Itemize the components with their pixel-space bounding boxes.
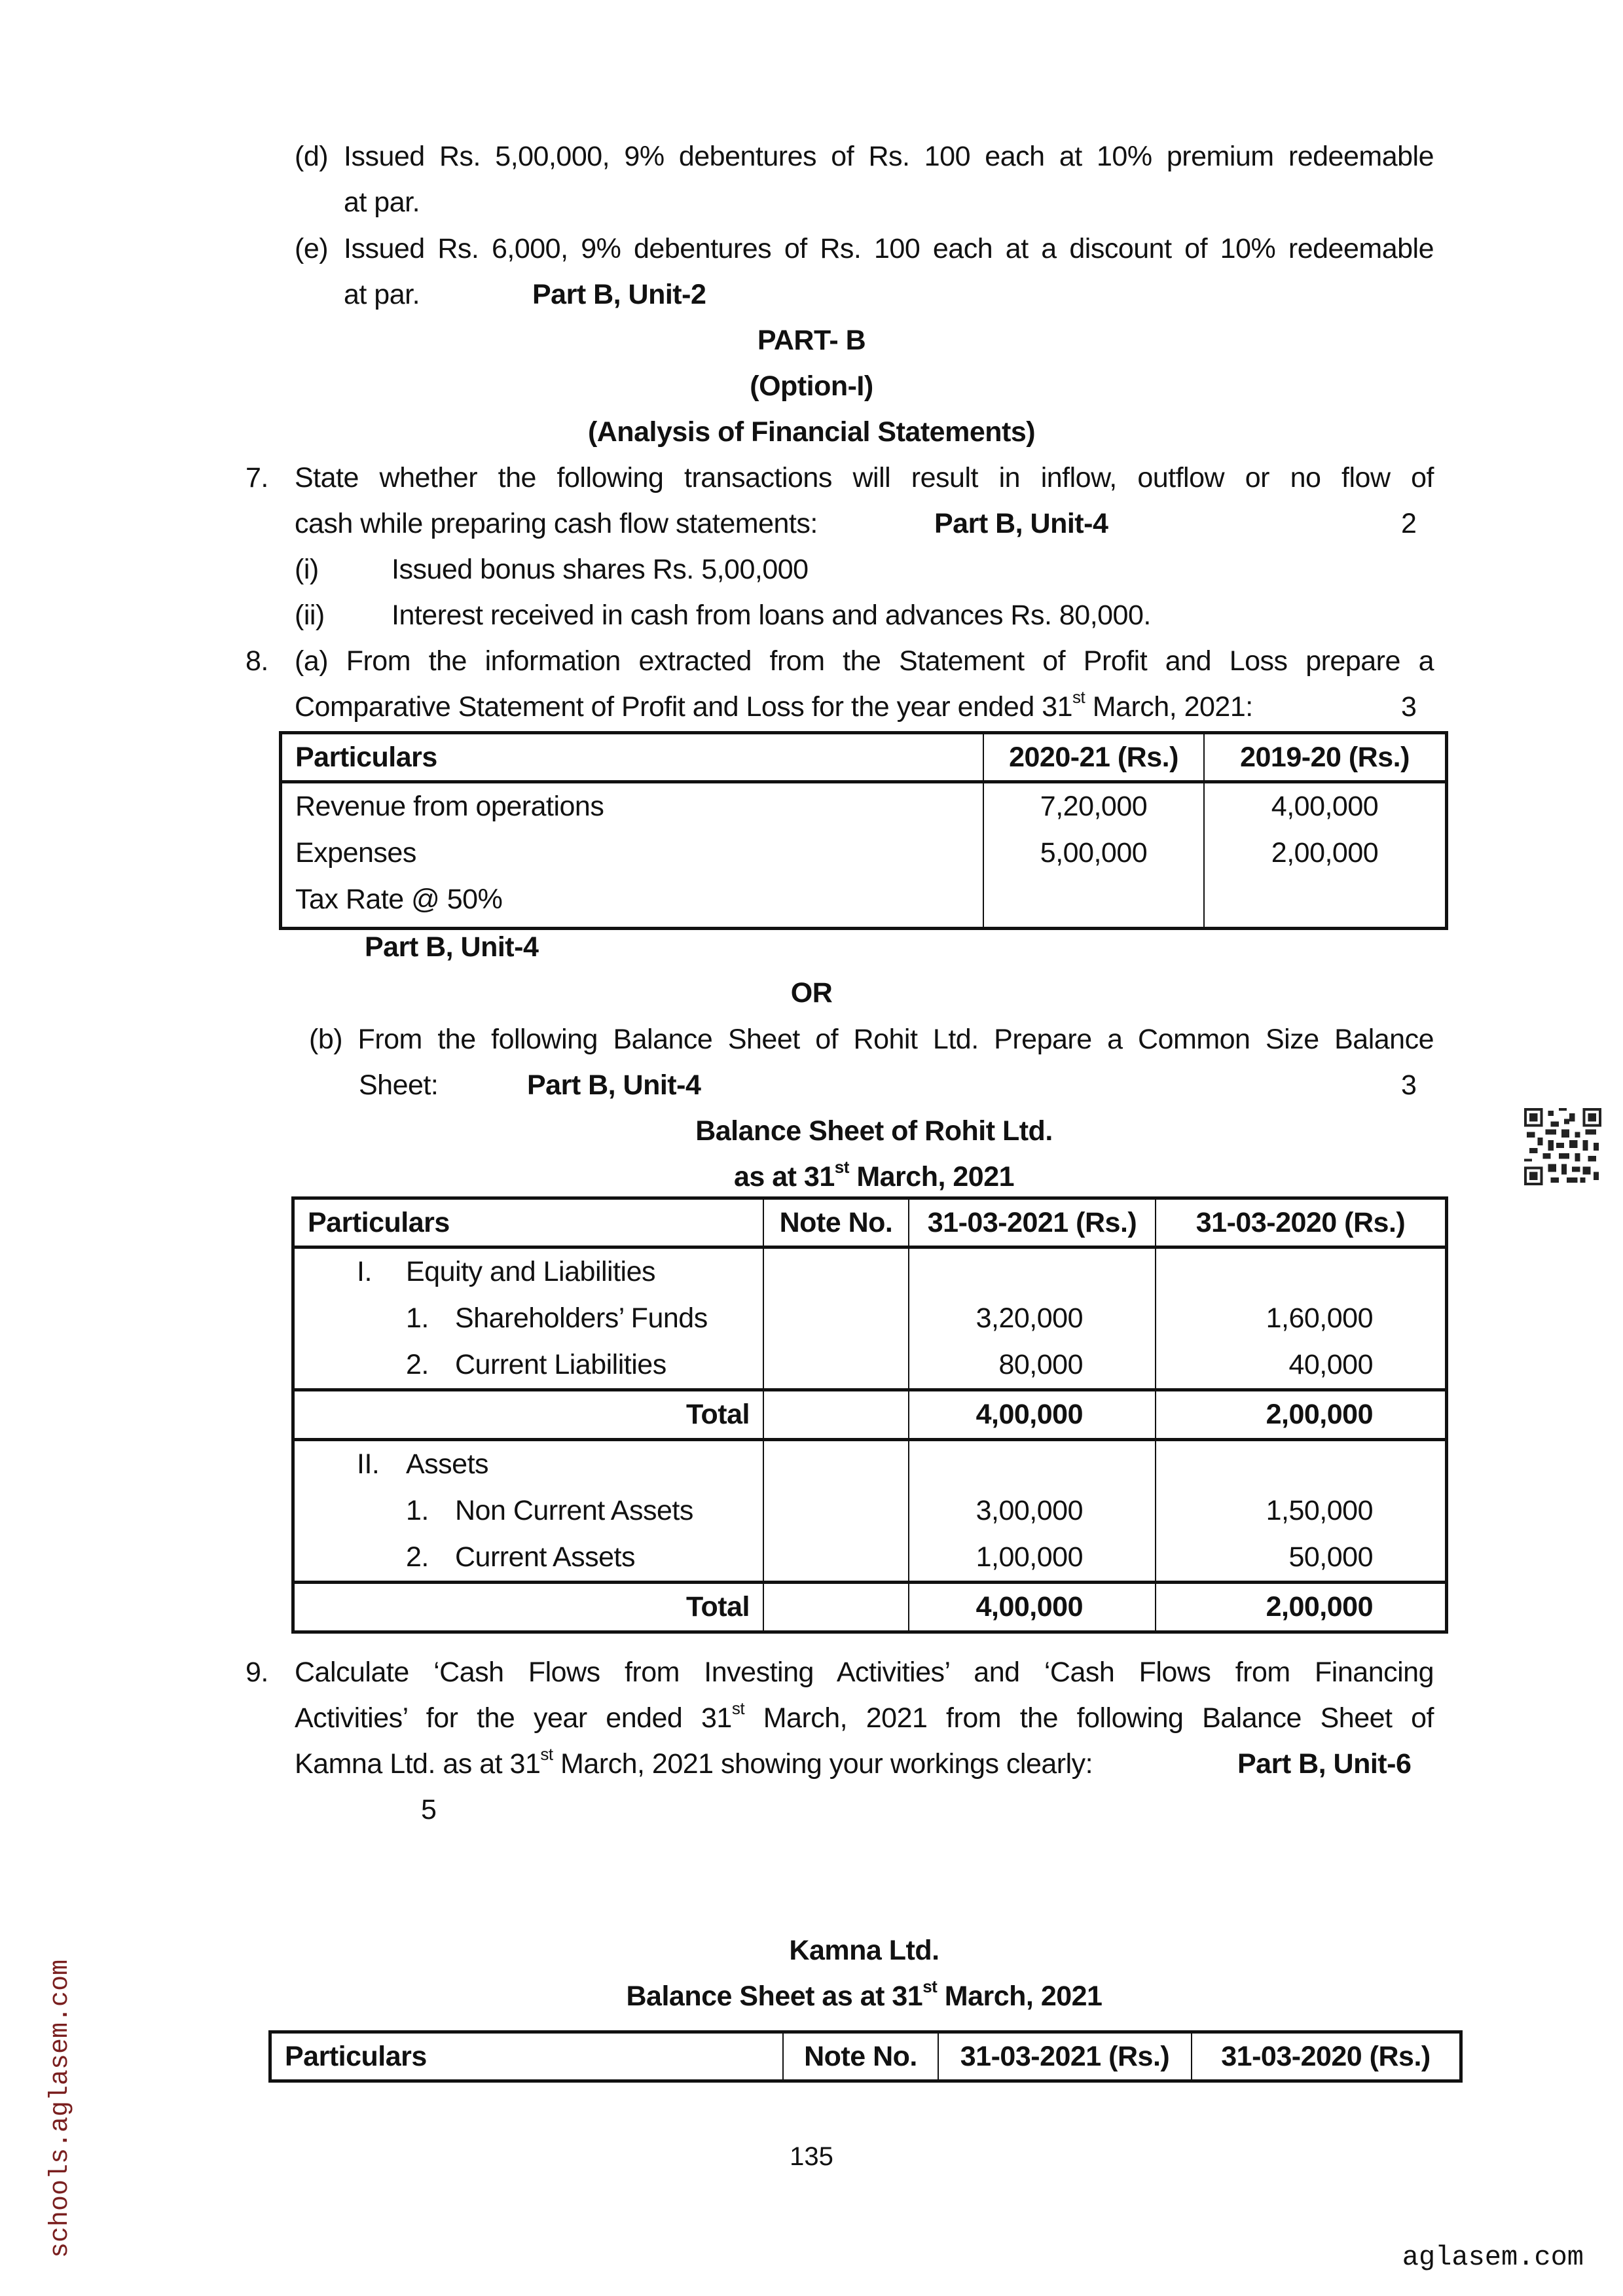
q8a-line1: (a) From the information extracted from the Statement of Profit and Loss prepare a	[295, 645, 1434, 677]
total-2021	[909, 1583, 1156, 1632]
ordinal-suffix: st	[1072, 687, 1085, 707]
values-2020-21-cell	[983, 782, 1204, 929]
row-label: Tax Rate @ 50%	[295, 884, 503, 915]
item-label: Current Assets	[455, 1541, 635, 1573]
q7-line1: State whether the following transactions will result in inflow, outflow or no flow of	[295, 462, 1434, 493]
q9-marks: 5	[421, 1794, 437, 1825]
blank	[1169, 1249, 1373, 1295]
total-label	[293, 1390, 764, 1440]
value	[997, 876, 1190, 923]
total-value: 4,00,000	[976, 1399, 1083, 1430]
q7-item-text: Interest received in cash from loans and advances Rs. 80,000.	[392, 600, 1151, 631]
page-number: 135	[790, 2142, 833, 2171]
q7-item-text: Issued bonus shares Rs. 5,00,000	[392, 554, 809, 585]
q8b-line1: (b) From the following Balance Sheet of Rohit Ltd. Prepare a Common Size Balance	[309, 1024, 1434, 1055]
note-no-cell	[763, 1440, 909, 1583]
col-header-particulars: Particulars	[270, 2032, 784, 2081]
value: 5,00,000	[1040, 837, 1148, 869]
section-assets	[293, 1440, 1447, 1583]
heading-text: Equity and Liabilities	[406, 1256, 656, 1287]
comparative-pl-table	[279, 731, 1448, 930]
q8b-line2: Sheet:	[359, 1069, 439, 1101]
value: 1,50,000	[1266, 1495, 1373, 1526]
q7-line2: cash while preparing cash flow statements:	[295, 508, 818, 539]
col-header-31-03-2021: 31-03-2021 (Rs.)	[938, 2032, 1192, 2081]
line-item	[308, 1342, 750, 1388]
total-2020	[1156, 1390, 1447, 1440]
row-label: Revenue from operations	[295, 791, 604, 822]
col-header-31-03-2020: 31-03-2020 (Rs.)	[1192, 2032, 1461, 2081]
col-header-2019-20: 2019-20 (Rs.)	[1204, 733, 1447, 782]
ordinal-suffix: st	[834, 1157, 849, 1177]
value: 7,20,000	[1040, 791, 1148, 822]
item-number: 1.	[406, 1302, 429, 1334]
title-text-post: March, 2021	[937, 1981, 1103, 2012]
values-2020-cell	[1156, 1247, 1447, 1390]
blank	[1169, 1441, 1373, 1488]
ordinal-suffix: st	[731, 1698, 745, 1718]
col-header-2020-21: 2020-21 (Rs.)	[983, 733, 1204, 782]
value: 50,000	[1288, 1541, 1373, 1573]
rohit-balance-sheet-table	[291, 1196, 1448, 1634]
particulars-cell	[281, 782, 984, 929]
q8a-unit: Part B, Unit-4	[365, 931, 539, 963]
col-header-particulars: Particulars	[281, 733, 984, 782]
or-separator: OR	[790, 977, 833, 1009]
rohit-bs-title: Balance Sheet of Rohit Ltd.	[695, 1115, 1053, 1147]
value: 2,00,000	[1271, 837, 1379, 869]
kamna-title: Kamna Ltd.	[789, 1935, 939, 1966]
value: 3,00,000	[976, 1495, 1083, 1526]
particulars-cell	[293, 1247, 764, 1390]
note-no-cell	[763, 1247, 909, 1390]
item-label: Non Current Assets	[455, 1495, 693, 1526]
q6-e-line1: Issued Rs. 6,000, 9% debentures of Rs. 100 each at a discount of 10% redeemable	[344, 233, 1434, 264]
total-value: 4,00,000	[976, 1591, 1083, 1623]
side-watermark: schools.aglasem.com	[46, 1959, 75, 2258]
col-header-particulars: Particulars	[293, 1198, 764, 1247]
q7-item-label: (ii)	[295, 600, 325, 631]
q9-line3-text: Kamna Ltd. as at 31	[295, 1748, 541, 1780]
q7-item-label: (i)	[295, 554, 319, 585]
q7-marks: 2	[1401, 508, 1417, 539]
q8a-line2-text-post: March, 2021:	[1085, 691, 1253, 723]
value: 4,00,000	[1271, 791, 1379, 822]
col-header-note-no: Note No.	[783, 2032, 938, 2081]
q9-line3-text-post: March, 2021 showing your workings clearly:	[553, 1748, 1093, 1780]
note-no-cell	[763, 1390, 909, 1440]
q9-line3	[295, 1741, 1093, 1787]
ordinal-suffix: st	[540, 1744, 553, 1764]
total-2020	[1156, 1583, 1447, 1632]
line-item	[308, 1488, 750, 1534]
values-2021-cell	[909, 1247, 1156, 1390]
q6-d-line2: at par.	[344, 187, 420, 218]
q8a-line2-text: Comparative Statement of Profit and Loss for the year ended 31	[295, 691, 1073, 723]
q8a-line2	[295, 684, 1253, 730]
q9-unit: Part B, Unit-6	[1237, 1748, 1412, 1780]
col-header-31-03-2020: 31-03-2020 (Rs.)	[1156, 1198, 1447, 1247]
item-number: 2.	[406, 1349, 429, 1380]
total-text: Total	[685, 1591, 750, 1623]
particulars-cell	[293, 1440, 764, 1583]
q8a-marks: 3	[1401, 691, 1417, 723]
section-title: (Analysis of Financial Statements)	[587, 416, 1036, 448]
q6-e-label: (e)	[295, 233, 329, 264]
value: 1,00,000	[976, 1541, 1083, 1573]
qr-code-icon	[1524, 1108, 1601, 1185]
roman-numeral: I.	[357, 1256, 372, 1287]
ordinal-suffix: st	[922, 1977, 938, 1996]
q6-e-line2: at par.	[344, 279, 420, 310]
q9-line2-text: Activities’ for the year ended 31	[295, 1702, 732, 1734]
q8b-marks: 3	[1401, 1069, 1417, 1101]
heading-text: Assets	[406, 1448, 489, 1480]
q8-number: 8.	[246, 645, 268, 677]
total-value: 2,00,000	[1266, 1399, 1373, 1430]
table-body-row	[281, 782, 1447, 929]
q9-line2-text-post: March, 2021 from the following Balance Sheet of	[744, 1702, 1434, 1734]
part-title: PART- B	[757, 325, 866, 356]
section-equity-liabilities	[293, 1247, 1447, 1390]
table-header-row	[270, 2032, 1461, 2081]
value: 1,60,000	[1266, 1302, 1373, 1334]
section-heading	[308, 1249, 750, 1295]
blank	[922, 1249, 1083, 1295]
item-label: Shareholders’ Funds	[455, 1302, 708, 1334]
value: 80,000	[998, 1349, 1083, 1380]
q6-e-unit: Part B, Unit-2	[532, 279, 706, 310]
table-header-row	[281, 733, 1447, 782]
q6-d-label: (d)	[295, 141, 329, 172]
item-number: 2.	[406, 1541, 429, 1573]
row-label: Expenses	[295, 837, 416, 869]
values-2021-cell	[909, 1440, 1156, 1583]
value: 40,000	[1288, 1349, 1373, 1380]
value: 3,20,000	[976, 1302, 1083, 1334]
title-text: as at 31	[733, 1161, 835, 1193]
blank	[922, 1441, 1083, 1488]
title-text: Balance Sheet as at 31	[626, 1981, 923, 2012]
title-text-post: March, 2021	[848, 1161, 1015, 1193]
kamna-balance-sheet-table	[268, 2030, 1463, 2083]
option-title: (Option-I)	[750, 370, 873, 402]
values-2019-20-cell	[1204, 782, 1447, 929]
section-heading	[308, 1441, 750, 1488]
item-number: 1.	[406, 1495, 429, 1526]
q7-number: 7.	[246, 462, 268, 493]
value	[1218, 876, 1432, 923]
q9-line1: Calculate ‘Cash Flows from Investing Activities’ and ‘Cash Flows from Financing	[295, 1657, 1434, 1688]
q9-number: 9.	[246, 1657, 268, 1688]
note-no-cell	[763, 1583, 909, 1632]
line-item	[308, 1295, 750, 1342]
total-row	[293, 1583, 1447, 1632]
total-label	[293, 1583, 764, 1632]
table-header-row	[293, 1198, 1447, 1247]
col-header-note-no: Note No.	[763, 1198, 909, 1247]
values-2020-cell	[1156, 1440, 1447, 1583]
q6-d-line1: Issued Rs. 5,00,000, 9% debentures of Rs. 100 each at 10% premium redeemable	[344, 141, 1434, 172]
kamna-bs-date	[0, 1973, 1623, 2019]
line-item	[308, 1534, 750, 1581]
q7-unit: Part B, Unit-4	[934, 508, 1108, 539]
item-label: Current Liabilities	[455, 1349, 666, 1380]
col-header-31-03-2021: 31-03-2021 (Rs.)	[909, 1198, 1156, 1247]
q8b-unit: Part B, Unit-4	[527, 1069, 701, 1101]
total-2021	[909, 1390, 1156, 1440]
q9-line2	[295, 1695, 1434, 1741]
total-text: Total	[685, 1399, 750, 1430]
total-value: 2,00,000	[1266, 1591, 1373, 1623]
total-row	[293, 1390, 1447, 1440]
roman-numeral: II.	[357, 1448, 380, 1480]
rohit-bs-date	[0, 1154, 1623, 1200]
corner-watermark: aglasem.com	[1402, 2242, 1584, 2273]
